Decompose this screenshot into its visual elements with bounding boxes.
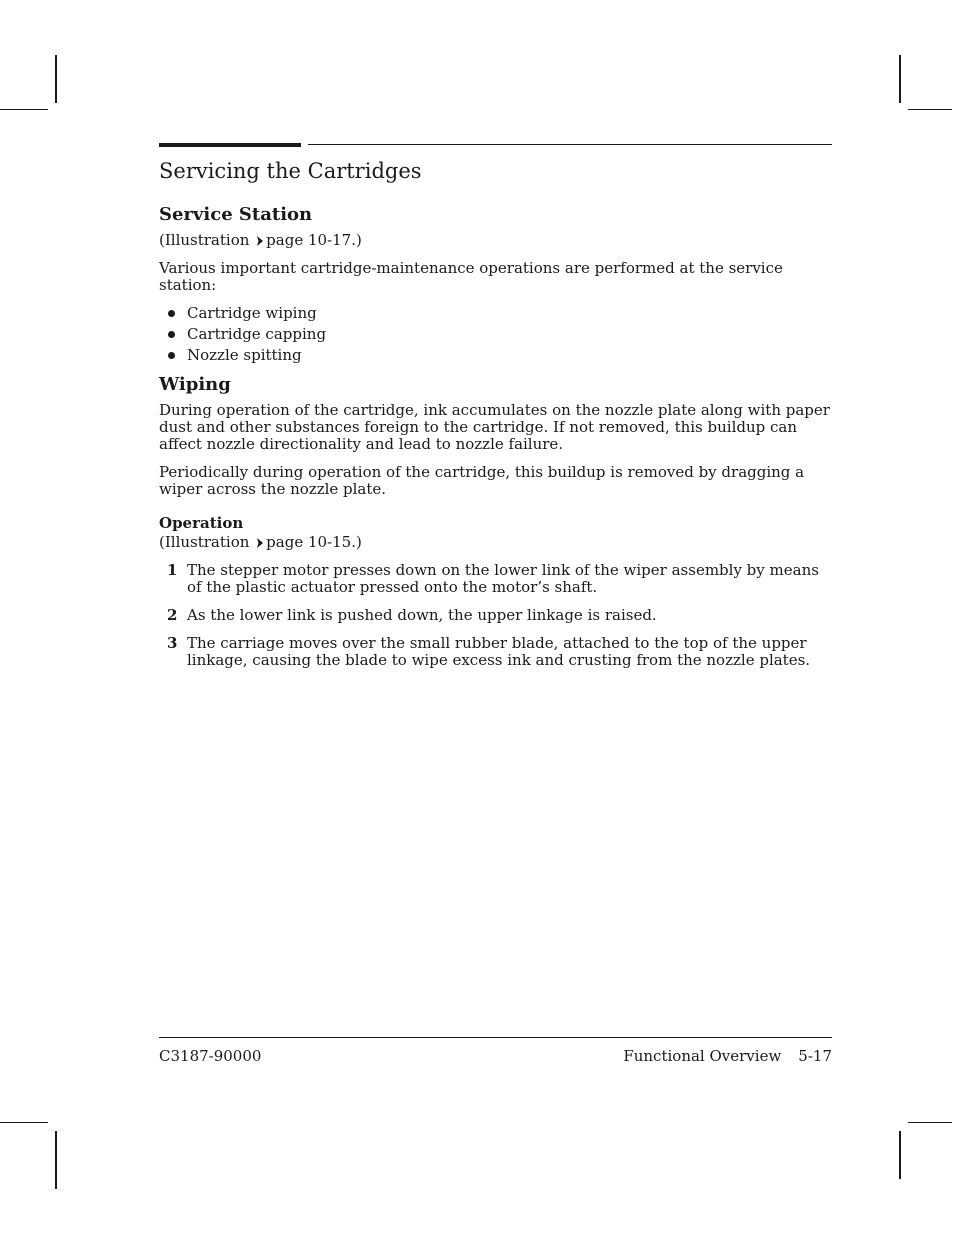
step-number: 1 [167,561,178,579]
ref-suffix: page 10-17.) [266,231,362,249]
crop-mark-top-right-horizontal [908,109,952,110]
right-arrowhead-icon [257,236,263,246]
list-item: Cartridge wiping [159,305,832,322]
crop-mark-top-left-vertical [55,55,57,103]
step-number: 2 [167,606,178,624]
service-station-heading: Service Station [159,204,313,225]
page-title: Servicing the Cartridges [159,159,422,183]
wiping-heading: Wiping [159,374,231,395]
footer-section-name: Functional Overview [623,1047,782,1065]
crop-mark-top-left-horizontal [0,109,48,110]
list-item [159,607,832,624]
ref-prefix: (Illustration [159,231,250,249]
list-item: Nozzle spitting [159,347,832,364]
crop-mark-top-right-vertical [899,55,901,103]
list-item [159,562,832,596]
step-text: As the lower link is pushed down, the upper linkage is raised. [187,606,657,624]
wiping-paragraph-1: During operation of the cartridge, ink accumulates on the nozzle plate along with paper dust and other substances foreign to the cartridge. If not removed, this buildup can affect nozzle directionality and lead to nozzle failure. [159,401,830,453]
service-station-illustration-ref [159,232,832,249]
step-number: 3 [167,634,178,652]
page-content [159,156,832,680]
wiping-paragraph-2: Periodically during operation of the cartridge, this buildup is removed by dragging a wiper across the nozzle plate. [159,463,805,498]
ref-prefix: (Illustration [159,533,250,551]
operation-steps-list [159,562,832,669]
operation-heading: Operation [159,514,244,532]
header-rule-thick [159,143,301,147]
right-arrowhead-icon [257,538,263,548]
bullet-icon [168,310,175,317]
footer-page-number: 5-17 [798,1047,832,1065]
bullet-icon [168,352,175,359]
crop-mark-bottom-right-vertical [899,1131,901,1179]
bullet-icon [168,331,175,338]
service-station-section [159,204,832,364]
ref-suffix: page 10-15.) [266,533,362,551]
crop-mark-bottom-left-vertical [55,1131,57,1189]
crop-mark-bottom-left-horizontal [0,1122,48,1123]
list-item [159,635,832,669]
footer-page-info [623,1047,832,1065]
crop-mark-bottom-right-horizontal [908,1122,952,1123]
service-station-intro: Various important cartridge-maintenance operations are performed at the service station: [159,259,783,294]
footer-rule [159,1037,832,1038]
footer-doc-number: C3187-90000 [159,1047,262,1065]
list-item: Cartridge capping [159,326,832,343]
step-text: The carriage moves over the small rubber blade, attached to the top of the upper linkage, causing the blade to wipe excess ink and crusting from the nozzle plates. [187,634,811,669]
step-text: The stepper motor presses down on the lower link of the wiper assembly by means of the plastic actuator pressed onto the motor’s shaft. [187,561,819,596]
wiping-section [159,374,832,669]
service-station-operations-list [159,305,832,364]
operation-illustration-ref [159,534,832,551]
header-rule-thin [308,144,832,145]
